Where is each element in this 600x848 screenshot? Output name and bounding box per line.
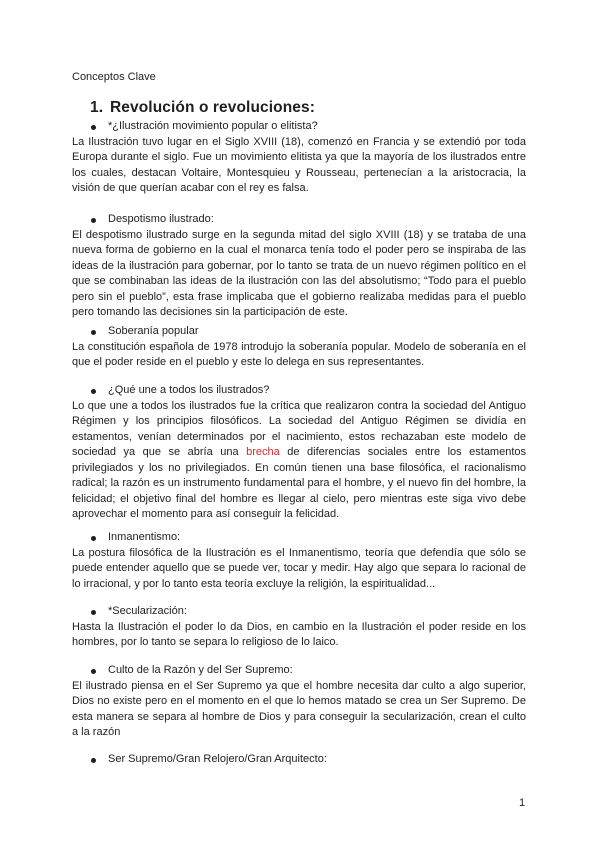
bullet-label: Ser Supremo/Gran Relojero/Gran Arquitecto: (108, 753, 327, 765)
paragraph-text-after: de diferencias sociales entre los estamentos privilegiados y los no privilegiados. En común tienen una base filosófica, el racionalismo radical; la razón es un instrumento fundamental para el hombre, y el nuevo fin del hombre, la felicidad; el objetivo final del hombre es llegar al cielo, pero mientras este siga vivo debe aprovechar el momento para así conseguir la felicidad. (72, 446, 527, 520)
bullet-dot-icon (91, 125, 96, 130)
bullet-label: *¿Ilustración movimiento popular o elitista? (108, 120, 318, 132)
bullet-label: Despotismo ilustrado: (108, 213, 214, 225)
paragraph: La postura filosófica de la Ilustración es el Inmanentismo, teoría que defendía que sólo se puede entender aquello que se puede ver, tocar y medir. Hay algo que separa lo racional de lo irracional, y por lo tanto esta teoría excluye la religión, la espiritualidad... (72, 546, 526, 590)
bullet-item (72, 324, 526, 340)
section-inmanentismo (72, 530, 526, 592)
bullet-dot-icon (91, 610, 96, 615)
bullet-item (72, 663, 526, 679)
paragraph (72, 399, 526, 523)
bullet-label: Inmanentismo: (108, 531, 181, 543)
bullet-label: Soberanía popular (108, 325, 199, 337)
bullet-label: *Secularización: (108, 605, 187, 617)
bullet-label: ¿Qué une a todos los ilustrados? (108, 384, 270, 396)
highlighted-word: brecha (246, 446, 280, 458)
section-ilustracion-elitista (72, 119, 526, 197)
section-culto-razon (72, 663, 526, 741)
paragraph: La Ilustración tuvo lugar en el Siglo XVIII (18), comenzó en Francia y se extendió por toda Europa durante el siglo. Fue un movimiento elitista ya que la mayoría de los ilustrados entre los cuales, destacan Voltaire, Montesquieu y Rousseau, pertenecían a la aristocracia, la visión de que querían acabar con el rey es falsa. (72, 135, 526, 194)
paragraph: El despotismo ilustrado surge en la segunda mitad del siglo XVIII (18) y se trataba de una nueva forma de gobierno en la cual el monarca tenía todo el poder pero se inspiraba de las ideas de la ilustración para gobernar, por lo tanto se trata de un nuevo régimen político en el que se combinaban las ideas de la ilustración con las del absolutismo; “Todo para el pueblo pero sin el pueblo”, esta frase implicaba que el gobierno realizaba medidas para el pueblo pero tomando las decisiones sin la participación de este. (72, 228, 526, 318)
paragraph-text-before: Lo que une a todos los ilustrados fue la crítica que realizaron contra la sociedad del Antiguo Régimen y los principios filosóficos. La sociedad del Antiguo Régimen se dividía en estamentos, venían determinados por el nacimiento, estos rechazaban este modelo de sociedad ya que se abría una (72, 399, 526, 458)
heading-number: 1. (90, 99, 104, 116)
bullet-item (72, 383, 526, 399)
section-despotismo-ilustrado (72, 212, 526, 321)
bullet-item (72, 752, 526, 768)
bullet-dot-icon (91, 669, 96, 674)
bullet-item (72, 212, 526, 228)
bullet-dot-icon (91, 218, 96, 223)
header-label: Conceptos Clave (72, 71, 156, 83)
page-number: 1 (519, 797, 526, 809)
bullet-dot-icon (91, 330, 96, 335)
heading-text: Revolución o revoluciones: (110, 99, 316, 116)
paragraph: Hasta la Ilustración el poder lo da Dios, en cambio en la Ilustración el poder reside en los hombres, por lo tanto se separa lo religioso de lo laico. (72, 620, 526, 648)
bullet-label: Culto de la Razón y del Ser Supremo: (108, 664, 293, 676)
section-ser-supremo (72, 752, 526, 768)
section-soberania-popular (72, 324, 526, 371)
bullet-item (72, 119, 526, 135)
bullet-item (72, 604, 526, 620)
bullet-item (72, 530, 526, 546)
bullet-dot-icon (91, 758, 96, 763)
bullet-dot-icon (91, 389, 96, 394)
paragraph: La constitución española de 1978 introdujo la soberanía popular. Modelo de soberanía en el que el poder reside en el pueblo y este lo delega en sus representantes. (72, 340, 526, 368)
paragraph: El ilustrado piensa en el Ser Supremo ya que el hombre necesita dar culto a algo superior, Dios no existe pero en el momento en el que lo hemos matado se crea un Ser Supremo. De esta manera se separa al hombre de Dios y para conseguir la secularización, crean el culto a la razón (72, 679, 526, 738)
bullet-dot-icon (91, 536, 96, 541)
section-heading (90, 99, 315, 117)
section-secularizacion (72, 604, 526, 651)
section-que-une-ilustrados (72, 383, 526, 523)
